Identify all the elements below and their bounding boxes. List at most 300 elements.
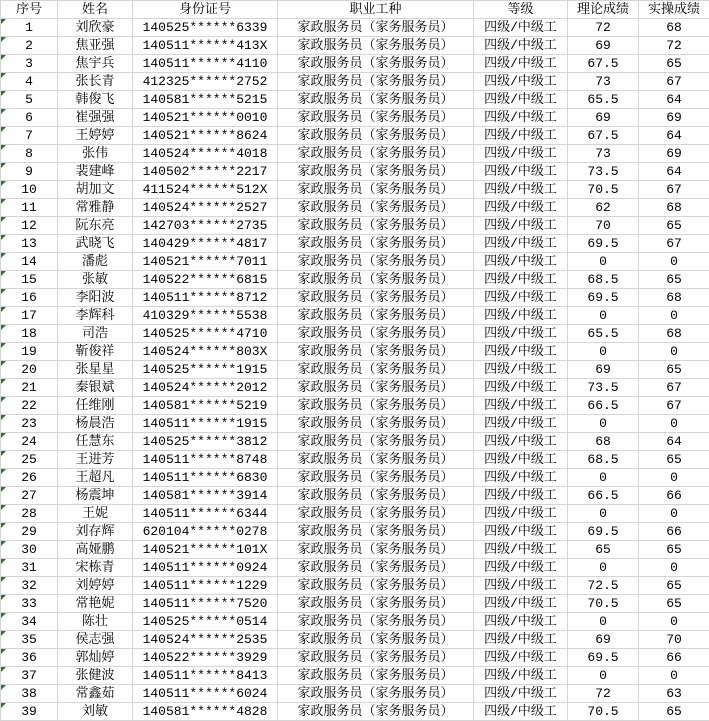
cell-id[interactable]: 410329******5538 (133, 307, 278, 325)
cell-name[interactable]: 胡加文 (58, 181, 133, 199)
cell-seq[interactable] (1, 289, 58, 307)
error-indicator-icon (1, 595, 6, 600)
cell-grade[interactable]: 四级/中级工 (474, 631, 568, 649)
cell-practical[interactable]: 66 (639, 523, 709, 541)
cell-seq[interactable] (1, 343, 58, 361)
cell-occupation[interactable]: 家政服务员（家务服务员） (278, 703, 474, 721)
cell-practical[interactable]: 63 (639, 685, 709, 703)
table-row (1, 343, 709, 361)
cell-occupation[interactable]: 家政服务员（家务服务员） (278, 127, 474, 145)
cell-occupation[interactable]: 家政服务员（家务服务员） (278, 397, 474, 415)
cell-id[interactable]: 140521******101X (133, 541, 278, 559)
cell-seq[interactable] (1, 379, 58, 397)
cell-seq[interactable] (1, 217, 58, 235)
cell-id[interactable]: 140511******6830 (133, 469, 278, 487)
cell-id[interactable]: 140511******6024 (133, 685, 278, 703)
cell-id[interactable]: 140502******2217 (133, 163, 278, 181)
cell-id[interactable]: 140581******3914 (133, 487, 278, 505)
cell-seq[interactable] (1, 541, 58, 559)
cell-seq[interactable] (1, 235, 58, 253)
cell-seq[interactable] (1, 523, 58, 541)
cell-name[interactable]: 崔强强 (58, 109, 133, 127)
cell-practical[interactable]: 65 (639, 703, 709, 721)
error-indicator-icon (1, 145, 6, 150)
cell-occupation[interactable]: 家政服务员（家务服务员） (278, 325, 474, 343)
cell-occupation[interactable]: 家政服务员（家务服务员） (278, 361, 474, 379)
cell-name[interactable]: 张长青 (58, 73, 133, 91)
cell-id[interactable]: 140522******6815 (133, 271, 278, 289)
cell-theory[interactable]: 69 (568, 631, 639, 649)
cell-seq[interactable] (1, 433, 58, 451)
cell-practical[interactable]: 65 (639, 451, 709, 469)
cell-seq-value: 15 (21, 272, 37, 287)
cell-theory[interactable]: 68.5 (568, 271, 639, 289)
cell-id[interactable]: 140521******0010 (133, 109, 278, 127)
cell-theory[interactable]: 0 (568, 505, 639, 523)
cell-seq[interactable] (1, 487, 58, 505)
cell-seq[interactable] (1, 613, 58, 631)
cell-practical[interactable]: 65 (639, 361, 709, 379)
cell-grade[interactable]: 四级/中级工 (474, 145, 568, 163)
cell-name[interactable]: 常鑫茹 (58, 685, 133, 703)
cell-theory[interactable]: 65.5 (568, 91, 639, 109)
cell-practical[interactable]: 70 (639, 631, 709, 649)
cell-seq[interactable] (1, 55, 58, 73)
cell-name[interactable]: 任慧东 (58, 433, 133, 451)
cell-occupation[interactable]: 家政服务员（家务服务员） (278, 235, 474, 253)
cell-occupation[interactable]: 家政服务员（家务服务员） (278, 217, 474, 235)
column-header-id[interactable]: 身份证号 (133, 1, 278, 19)
cell-seq[interactable] (1, 649, 58, 667)
cell-seq-value: 4 (25, 74, 33, 89)
cell-practical[interactable]: 68 (639, 325, 709, 343)
cell-name[interactable]: 司浩 (58, 325, 133, 343)
cell-id[interactable]: 140521******8624 (133, 127, 278, 145)
cell-occupation[interactable]: 家政服务员（家务服务员） (278, 631, 474, 649)
cell-theory[interactable]: 72.5 (568, 577, 639, 595)
cell-grade[interactable]: 四级/中级工 (474, 181, 568, 199)
cell-grade[interactable]: 四级/中级工 (474, 163, 568, 181)
cell-practical[interactable]: 0 (639, 505, 709, 523)
cell-name[interactable]: 张敏 (58, 271, 133, 289)
cell-occupation[interactable]: 家政服务员（家务服务员） (278, 649, 474, 667)
cell-name[interactable]: 裴建峰 (58, 163, 133, 181)
cell-occupation[interactable]: 家政服务员（家务服务员） (278, 613, 474, 631)
cell-theory[interactable]: 0 (568, 667, 639, 685)
cell-practical[interactable]: 0 (639, 253, 709, 271)
cell-theory[interactable]: 67.5 (568, 127, 639, 145)
cell-id[interactable]: 140511******1229 (133, 577, 278, 595)
cell-practical[interactable]: 65 (639, 595, 709, 613)
cell-grade[interactable]: 四级/中级工 (474, 559, 568, 577)
cell-occupation[interactable]: 家政服务员（家务服务员） (278, 541, 474, 559)
cell-id[interactable]: 140521******7011 (133, 253, 278, 271)
cell-grade[interactable]: 四级/中级工 (474, 523, 568, 541)
cell-practical[interactable]: 66 (639, 487, 709, 505)
cell-id[interactable]: 140511******8748 (133, 451, 278, 469)
cell-practical[interactable]: 0 (639, 307, 709, 325)
cell-seq[interactable] (1, 361, 58, 379)
cell-id[interactable]: 140581******4828 (133, 703, 278, 721)
cell-name[interactable]: 刘欣豪 (58, 19, 133, 37)
cell-grade[interactable]: 四级/中级工 (474, 487, 568, 505)
cell-occupation[interactable]: 家政服务员（家务服务员） (278, 37, 474, 55)
cell-practical[interactable]: 0 (639, 559, 709, 577)
cell-practical[interactable]: 0 (639, 415, 709, 433)
cell-theory[interactable]: 73 (568, 145, 639, 163)
cell-occupation[interactable]: 家政服务员（家务服务员） (278, 685, 474, 703)
cell-id[interactable]: 620104******0278 (133, 523, 278, 541)
table-body (1, 19, 709, 721)
cell-name[interactable]: 张伟 (58, 145, 133, 163)
cell-grade[interactable]: 四级/中级工 (474, 37, 568, 55)
cell-name[interactable]: 郭灿婷 (58, 649, 133, 667)
cell-theory[interactable]: 72 (568, 685, 639, 703)
cell-practical[interactable]: 65 (639, 577, 709, 595)
cell-grade[interactable]: 四级/中级工 (474, 289, 568, 307)
cell-name[interactable]: 潘彪 (58, 253, 133, 271)
cell-grade[interactable]: 四级/中级工 (474, 613, 568, 631)
cell-practical[interactable]: 68 (639, 199, 709, 217)
cell-practical[interactable]: 66 (639, 649, 709, 667)
cell-seq[interactable] (1, 181, 58, 199)
cell-id[interactable]: 140511******8712 (133, 289, 278, 307)
column-header-grade[interactable]: 等级 (474, 1, 568, 19)
cell-seq-value: 2 (25, 38, 33, 53)
cell-name[interactable]: 陈壮 (58, 613, 133, 631)
table-row (1, 145, 709, 163)
cell-seq[interactable] (1, 577, 58, 595)
cell-theory[interactable]: 62 (568, 199, 639, 217)
cell-occupation[interactable]: 家政服务员（家务服务员） (278, 415, 474, 433)
cell-grade[interactable]: 四级/中级工 (474, 217, 568, 235)
cell-practical[interactable]: 69 (639, 109, 709, 127)
cell-name[interactable]: 杨震坤 (58, 487, 133, 505)
cell-id[interactable]: 140511******7520 (133, 595, 278, 613)
cell-occupation[interactable]: 家政服务员（家务服务员） (278, 559, 474, 577)
cell-theory[interactable]: 73 (568, 73, 639, 91)
cell-id[interactable]: 140525******0514 (133, 613, 278, 631)
cell-name[interactable]: 杨晨浩 (58, 415, 133, 433)
cell-id[interactable]: 140525******3812 (133, 433, 278, 451)
cell-grade[interactable]: 四级/中级工 (474, 253, 568, 271)
cell-practical[interactable]: 65 (639, 541, 709, 559)
cell-id[interactable]: 140524******2527 (133, 199, 278, 217)
cell-id[interactable]: 140429******4817 (133, 235, 278, 253)
cell-theory[interactable]: 66.5 (568, 487, 639, 505)
column-header-seq[interactable]: 序号 (1, 1, 58, 19)
cell-occupation[interactable]: 家政服务员（家务服务员） (278, 145, 474, 163)
cell-occupation[interactable]: 家政服务员（家务服务员） (278, 343, 474, 361)
cell-grade[interactable]: 四级/中级工 (474, 271, 568, 289)
cell-grade[interactable]: 四级/中级工 (474, 343, 568, 361)
cell-practical[interactable]: 0 (639, 613, 709, 631)
cell-id[interactable]: 140525******6339 (133, 19, 278, 37)
cell-id[interactable]: 411524******512X (133, 181, 278, 199)
cell-occupation[interactable]: 家政服务员（家务服务员） (278, 181, 474, 199)
cell-seq[interactable] (1, 199, 58, 217)
cell-grade[interactable]: 四级/中级工 (474, 19, 568, 37)
cell-id[interactable]: 140511******8413 (133, 667, 278, 685)
cell-seq-value: 35 (21, 632, 37, 647)
cell-id[interactable]: 412325******2752 (133, 73, 278, 91)
cell-theory[interactable]: 0 (568, 253, 639, 271)
cell-seq[interactable] (1, 109, 58, 127)
cell-theory[interactable]: 70.5 (568, 703, 639, 721)
table-row (1, 469, 709, 487)
cell-theory[interactable]: 72 (568, 19, 639, 37)
cell-occupation[interactable]: 家政服务员（家务服务员） (278, 667, 474, 685)
cell-seq-value: 14 (21, 254, 37, 269)
cell-theory[interactable]: 65 (568, 541, 639, 559)
cell-theory[interactable]: 69.5 (568, 289, 639, 307)
cell-id[interactable]: 140511******1915 (133, 415, 278, 433)
column-header-theory[interactable]: 理论成绩 (568, 1, 639, 19)
cell-practical[interactable]: 67 (639, 235, 709, 253)
error-indicator-icon (1, 55, 6, 60)
cell-seq[interactable] (1, 685, 58, 703)
cell-practical[interactable]: 64 (639, 433, 709, 451)
cell-practical[interactable]: 68 (639, 19, 709, 37)
cell-name[interactable]: 张星星 (58, 361, 133, 379)
cell-id[interactable]: 140525******4710 (133, 325, 278, 343)
cell-occupation[interactable]: 家政服务员（家务服务员） (278, 199, 474, 217)
cell-seq[interactable] (1, 127, 58, 145)
cell-theory[interactable]: 67.5 (568, 55, 639, 73)
cell-name[interactable]: 刘存辉 (58, 523, 133, 541)
cell-grade[interactable]: 四级/中级工 (474, 577, 568, 595)
cell-name[interactable]: 张健波 (58, 667, 133, 685)
cell-name[interactable]: 阮东亮 (58, 217, 133, 235)
column-header-practical[interactable]: 实操成绩 (639, 1, 709, 19)
cell-practical[interactable]: 64 (639, 91, 709, 109)
cell-seq-value: 23 (21, 416, 37, 431)
cell-theory[interactable]: 70.5 (568, 595, 639, 613)
cell-id[interactable]: 142703******2735 (133, 217, 278, 235)
cell-seq[interactable] (1, 37, 58, 55)
cell-id[interactable]: 140511******413X (133, 37, 278, 55)
cell-id[interactable]: 140524******2012 (133, 379, 278, 397)
column-header-name[interactable]: 姓名 (58, 1, 133, 19)
cell-grade[interactable]: 四级/中级工 (474, 649, 568, 667)
cell-grade[interactable]: 四级/中级工 (474, 55, 568, 73)
cell-theory[interactable]: 70 (568, 217, 639, 235)
cell-seq[interactable] (1, 163, 58, 181)
cell-theory[interactable]: 73.5 (568, 163, 639, 181)
cell-practical[interactable]: 67 (639, 181, 709, 199)
cell-seq[interactable] (1, 595, 58, 613)
cell-practical[interactable]: 69 (639, 145, 709, 163)
cell-theory[interactable]: 0 (568, 469, 639, 487)
cell-grade[interactable]: 四级/中级工 (474, 361, 568, 379)
cell-theory[interactable]: 0 (568, 559, 639, 577)
cell-name[interactable]: 李辉科 (58, 307, 133, 325)
cell-grade[interactable]: 四级/中级工 (474, 127, 568, 145)
cell-occupation[interactable]: 家政服务员（家务服务员） (278, 433, 474, 451)
cell-occupation[interactable]: 家政服务员（家务服务员） (278, 505, 474, 523)
cell-occupation[interactable]: 家政服务员（家务服务员） (278, 163, 474, 181)
error-indicator-icon (1, 235, 6, 240)
cell-practical[interactable]: 67 (639, 73, 709, 91)
cell-name[interactable]: 秦银斌 (58, 379, 133, 397)
cell-seq[interactable] (1, 145, 58, 163)
cell-seq[interactable] (1, 19, 58, 37)
cell-theory[interactable]: 0 (568, 613, 639, 631)
cell-seq[interactable] (1, 91, 58, 109)
cell-seq[interactable] (1, 703, 58, 721)
cell-grade[interactable]: 四级/中级工 (474, 91, 568, 109)
cell-grade[interactable]: 四级/中级工 (474, 451, 568, 469)
cell-name[interactable]: 焦亚强 (58, 37, 133, 55)
cell-occupation[interactable]: 家政服务员（家务服务员） (278, 523, 474, 541)
cell-seq[interactable] (1, 451, 58, 469)
cell-practical[interactable]: 0 (639, 343, 709, 361)
cell-grade[interactable]: 四级/中级工 (474, 667, 568, 685)
cell-grade[interactable]: 四级/中级工 (474, 235, 568, 253)
cell-id[interactable]: 140524******2535 (133, 631, 278, 649)
cell-name[interactable]: 高娅鹏 (58, 541, 133, 559)
error-indicator-icon (1, 397, 6, 402)
cell-name[interactable]: 侯志强 (58, 631, 133, 649)
cell-practical[interactable]: 72 (639, 37, 709, 55)
cell-id[interactable]: 140511******0924 (133, 559, 278, 577)
cell-name[interactable]: 王超凡 (58, 469, 133, 487)
cell-occupation[interactable]: 家政服务员（家务服务员） (278, 577, 474, 595)
cell-grade[interactable]: 四级/中级工 (474, 199, 568, 217)
cell-theory[interactable]: 69.5 (568, 649, 639, 667)
cell-seq[interactable] (1, 415, 58, 433)
cell-practical[interactable]: 0 (639, 667, 709, 685)
cell-id[interactable]: 140522******3929 (133, 649, 278, 667)
cell-grade[interactable]: 四级/中级工 (474, 685, 568, 703)
cell-name[interactable]: 王进芳 (58, 451, 133, 469)
cell-occupation[interactable]: 家政服务员（家务服务员） (278, 109, 474, 127)
cell-occupation[interactable]: 家政服务员（家务服务员） (278, 487, 474, 505)
column-header-occupation[interactable]: 职业工种 (278, 1, 474, 19)
cell-name[interactable]: 靳俊祥 (58, 343, 133, 361)
cell-theory[interactable]: 0 (568, 415, 639, 433)
cell-name[interactable]: 任维刚 (58, 397, 133, 415)
cell-theory[interactable]: 69 (568, 361, 639, 379)
cell-name[interactable]: 李阳波 (58, 289, 133, 307)
cell-name[interactable]: 韩俊飞 (58, 91, 133, 109)
cell-practical[interactable]: 65 (639, 217, 709, 235)
cell-grade[interactable]: 四级/中级工 (474, 379, 568, 397)
cell-theory[interactable]: 65.5 (568, 325, 639, 343)
cell-id[interactable]: 140525******1915 (133, 361, 278, 379)
cell-grade[interactable]: 四级/中级工 (474, 415, 568, 433)
cell-practical[interactable]: 64 (639, 127, 709, 145)
cell-id[interactable]: 140524******4018 (133, 145, 278, 163)
cell-grade[interactable]: 四级/中级工 (474, 73, 568, 91)
cell-name[interactable]: 武晓飞 (58, 235, 133, 253)
cell-occupation[interactable]: 家政服务员（家务服务员） (278, 253, 474, 271)
cell-practical[interactable]: 0 (639, 469, 709, 487)
cell-practical[interactable]: 68 (639, 289, 709, 307)
cell-theory[interactable]: 69.5 (568, 523, 639, 541)
cell-theory[interactable]: 68.5 (568, 451, 639, 469)
cell-practical[interactable]: 65 (639, 55, 709, 73)
cell-occupation[interactable]: 家政服务员（家务服务员） (278, 451, 474, 469)
cell-seq[interactable] (1, 667, 58, 685)
cell-occupation[interactable]: 家政服务员（家务服务员） (278, 469, 474, 487)
table-row (1, 505, 709, 523)
error-indicator-icon (1, 325, 6, 330)
cell-seq[interactable] (1, 325, 58, 343)
cell-seq[interactable] (1, 631, 58, 649)
cell-theory[interactable]: 69.5 (568, 235, 639, 253)
cell-grade[interactable]: 四级/中级工 (474, 325, 568, 343)
cell-id[interactable]: 140581******5215 (133, 91, 278, 109)
cell-name[interactable]: 常雅静 (58, 199, 133, 217)
cell-occupation[interactable]: 家政服务员（家务服务员） (278, 73, 474, 91)
cell-seq-value: 31 (21, 560, 37, 575)
cell-practical[interactable]: 67 (639, 379, 709, 397)
cell-seq[interactable] (1, 73, 58, 91)
cell-occupation[interactable]: 家政服务员（家务服务员） (278, 595, 474, 613)
cell-theory[interactable]: 69 (568, 109, 639, 127)
cell-occupation[interactable]: 家政服务员（家务服务员） (278, 19, 474, 37)
cell-grade[interactable]: 四级/中级工 (474, 307, 568, 325)
cell-grade[interactable]: 四级/中级工 (474, 109, 568, 127)
cell-occupation[interactable]: 家政服务员（家务服务员） (278, 289, 474, 307)
cell-grade[interactable]: 四级/中级工 (474, 703, 568, 721)
cell-theory[interactable]: 69 (568, 37, 639, 55)
cell-practical[interactable]: 67 (639, 397, 709, 415)
cell-theory[interactable]: 73.5 (568, 379, 639, 397)
cell-seq-value: 26 (21, 470, 37, 485)
cell-theory[interactable]: 70.5 (568, 181, 639, 199)
cell-name[interactable]: 宋栋青 (58, 559, 133, 577)
cell-theory[interactable]: 0 (568, 343, 639, 361)
cell-name[interactable]: 王婷婷 (58, 127, 133, 145)
cell-name[interactable]: 焦宇兵 (58, 55, 133, 73)
cell-id[interactable]: 140511******4110 (133, 55, 278, 73)
cell-occupation[interactable]: 家政服务员（家务服务员） (278, 55, 474, 73)
cell-id[interactable]: 140581******5219 (133, 397, 278, 415)
cell-occupation[interactable]: 家政服务员（家务服务员） (278, 379, 474, 397)
cell-seq[interactable] (1, 469, 58, 487)
cell-seq[interactable] (1, 253, 58, 271)
cell-seq[interactable] (1, 505, 58, 523)
cell-theory[interactable]: 0 (568, 307, 639, 325)
cell-practical[interactable]: 65 (639, 271, 709, 289)
cell-name[interactable]: 常艳妮 (58, 595, 133, 613)
cell-seq[interactable] (1, 397, 58, 415)
cell-grade[interactable]: 四级/中级工 (474, 505, 568, 523)
cell-grade[interactable]: 四级/中级工 (474, 433, 568, 451)
cell-grade[interactable]: 四级/中级工 (474, 595, 568, 613)
cell-occupation[interactable]: 家政服务员（家务服务员） (278, 307, 474, 325)
cell-theory[interactable]: 68 (568, 433, 639, 451)
cell-occupation[interactable]: 家政服务员（家务服务员） (278, 91, 474, 109)
cell-seq[interactable] (1, 271, 58, 289)
cell-name[interactable]: 刘敏 (58, 703, 133, 721)
cell-id[interactable]: 140511******6344 (133, 505, 278, 523)
cell-practical[interactable]: 64 (639, 163, 709, 181)
cell-grade[interactable]: 四级/中级工 (474, 469, 568, 487)
cell-name[interactable]: 王妮 (58, 505, 133, 523)
cell-name[interactable]: 刘婷婷 (58, 577, 133, 595)
cell-seq[interactable] (1, 559, 58, 577)
cell-grade[interactable]: 四级/中级工 (474, 541, 568, 559)
table-row (1, 649, 709, 667)
cell-seq[interactable] (1, 307, 58, 325)
cell-theory[interactable]: 66.5 (568, 397, 639, 415)
cell-occupation[interactable]: 家政服务员（家务服务员） (278, 271, 474, 289)
cell-grade[interactable]: 四级/中级工 (474, 397, 568, 415)
cell-id[interactable]: 140524******803X (133, 343, 278, 361)
